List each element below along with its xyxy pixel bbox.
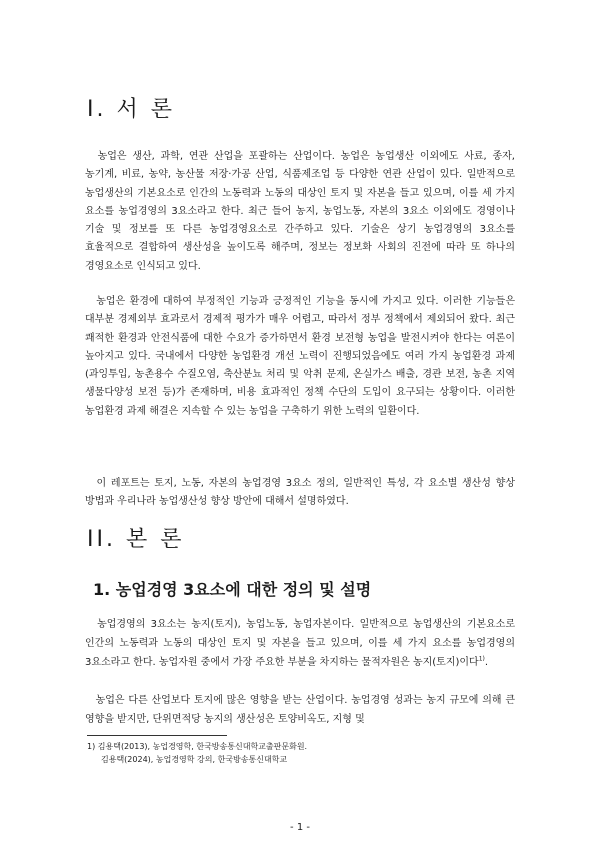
body-paragraph-1 [85,615,515,672]
footnote-divider [87,735,227,736]
intro-paragraph-1: 농업은 생산, 과학, 연관 산업을 포괄하는 산업이다. 농업은 농업생산 이외에도 사료, 종자, 농기계, 비료, 농약, 농산물 저장·가공 산업, 식품제조업 등 다양한 연관 산업이 있다. 일반적으로 농업생산의 기본요소로 인간의 노동력과 노동의 대상인 토지 및 자본을 들고 있으며, 이를 세 가지 요소를 농업경영의 3요소라고 한다. 최근 들어 농지, 농업노동, 자본의 3요소 이외에도 경영이나 기술 및 정보를 또 다른 농업경영요소로 간주하고 있다. 기술은 상기 농업경영의 3요소를 효율적으로 결합하여 생산성을 높이도록 해주며, 정보는 정보화 사회의 진전에 따라 또 하나의 경영요소로 인식되고 있다. [85,151,515,272]
footnote-1: 1) 김용택(2013), 농업경영학, 한국방송통신대학교출판문화원. [87,742,308,751]
footnote-1-continued: 김용택(2024), 농업경영학 강의, 한국방송통신대학교 [101,755,288,764]
section-title-body: II. 본 론 [87,527,185,552]
body-paragraph-2: 농업은 다른 산업보다 토지에 많은 영향을 받는 산업이다. 농업경영 성과는 농지 규모에 의해 큰 영향을 받지만, 단위면적당 농지의 생산성은 토양비옥도, 지형 및 [85,695,515,725]
body-paragraph-1-tail: . [484,657,489,668]
intro-paragraph-2: 농업은 환경에 대하여 부정적인 기능과 긍정적인 기능을 동시에 가지고 있다. 이러한 기능들은 대부분 경제외부 효과로서 경제적 평가가 매우 어렵고, 따라서 정부 정책에서 제외되어 왔다. 최근 쾌적한 환경과 안전식품에 대한 수요가 증가하면서 환경 보전형 농업을 발전시켜야 한다는 여론이 높아지고 있다. 국내에서 다양한 농업환경 개선 노력이 진행되었음에도 여러 가지 농업환경 과제(과잉투입, 농촌용수 수질오염, 축산분뇨 처리 및 악취 문제, 온실가스 배출, 경관 보전, 농촌 지역 생물다양성 보전 등)가 존재하며, 비용 효과적인 정책 수단의 도입이 요구되는 상황이다. 이러한 농업환경 과제 해결은 지속할 수 있는 농업을 구축하기 위한 노력의 일환이다. [85,296,515,417]
body-paragraph-1-text: 농업경영의 3요소는 농지(토지), 농업노동, 농업자본이다. 일반적으로 농업생산의 기본요소로 인간의 노동력과 노동의 대상인 토지 및 자본을 들고 있으며, 이를 세 가지 요소를 농업경영의 3요소라고 한다. 농업자원 중에서 가장 주요한 부분을 차지하는 물적자원은 농지(토지)이다 [85,619,515,668]
section-title-introduction: I. 서 론 [87,97,175,122]
intro-paragraph-3: 이 레포트는 토지, 노동, 자본의 농업경영 3요소 정의, 일반적인 특성, 각 요소별 생산성 향상 방법과 우리나라 농업생산성 향상 방안에 대해서 설명하였다. [85,478,515,508]
footnote-mark-1: 1) [478,655,485,663]
subsection-title-1: 1. 농업경영 3요소에 대한 정의 및 설명 [93,580,372,599]
page-number: - 1 - [290,822,310,833]
